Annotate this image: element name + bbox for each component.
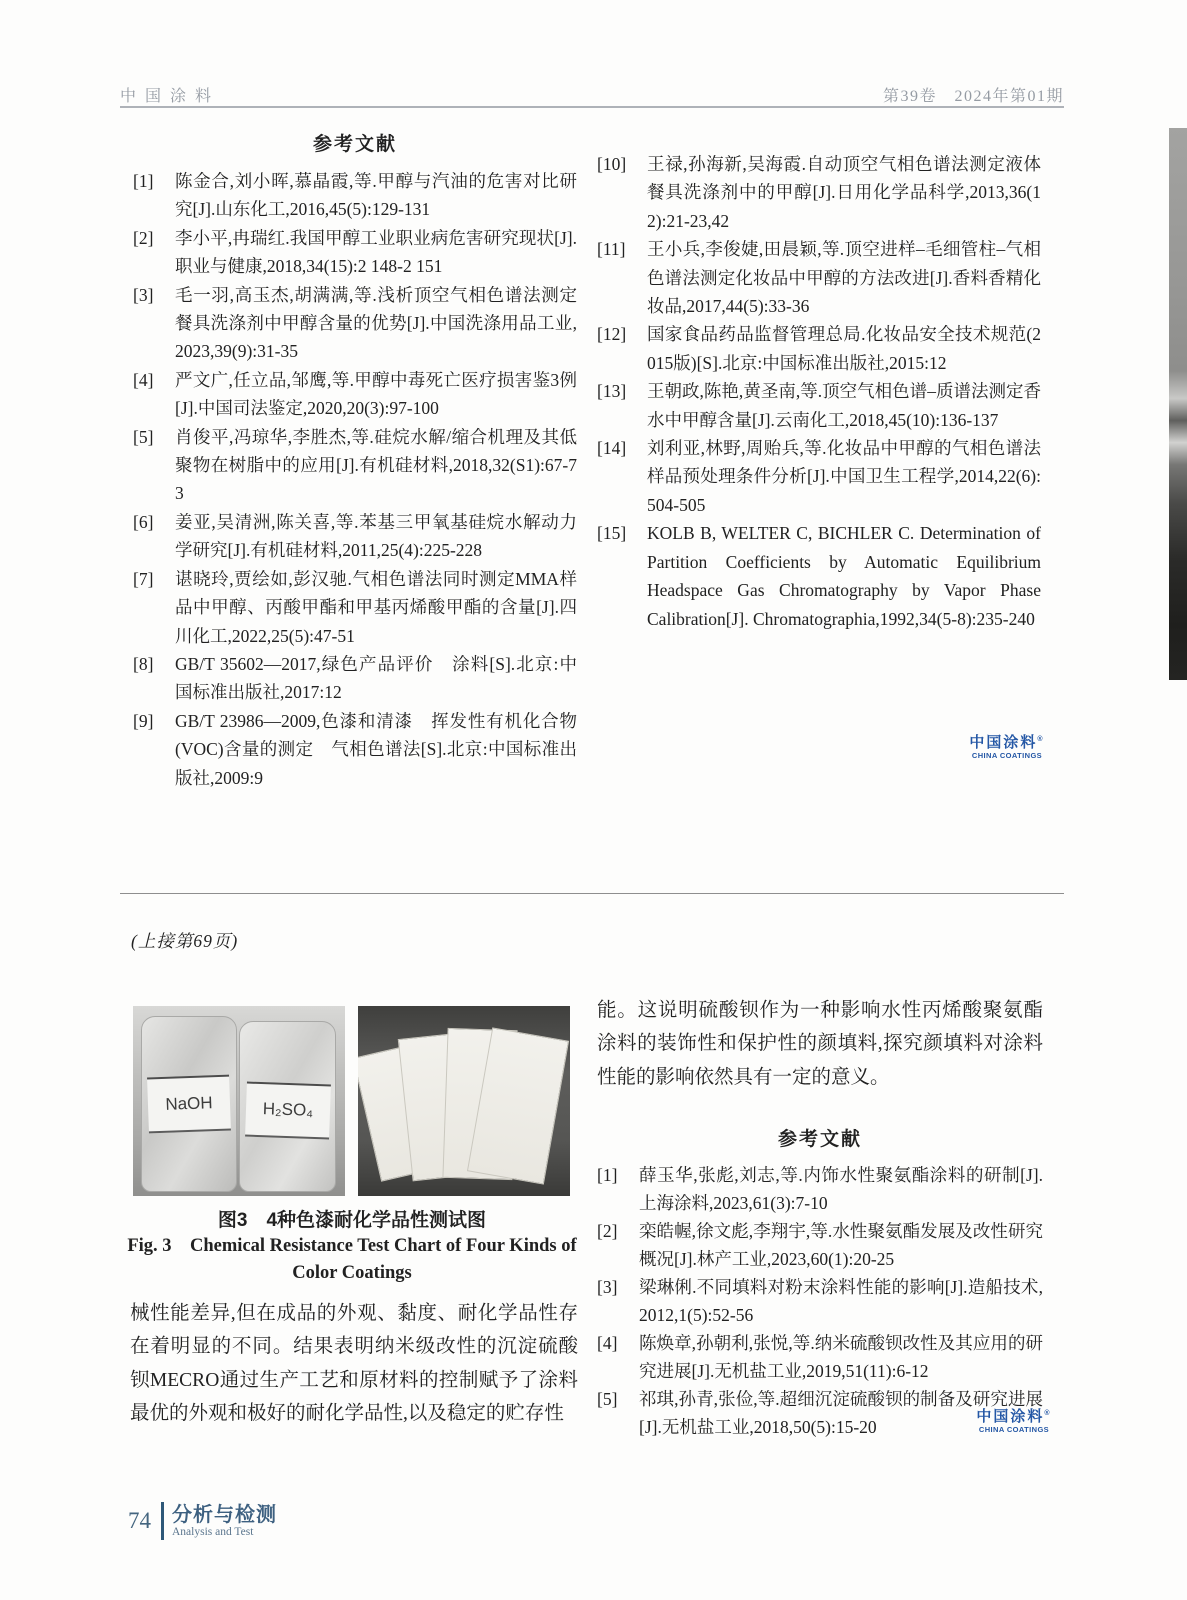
china-coatings-logo (975, 1406, 1053, 1434)
reference-number: [14] (597, 438, 627, 459)
reference-number: [12] (597, 324, 627, 345)
continuation-note: (上接第69页) (131, 931, 239, 951)
reference-text: KOLB B, WELTER C, BICHLER C. Determination of Partition Coefficients by Automatic Equilibrium Headspace Gas Chromatography by Vapor Phase Calibration[J]. Chromatographia,1992,34(5-8):235-240 (647, 523, 1041, 629)
reference-number: [11] (597, 239, 626, 260)
photo-chemical-bottles (133, 1006, 345, 1196)
reference-number: [4] (133, 369, 154, 390)
bottle-naoh (141, 1016, 236, 1193)
reference-item (133, 707, 577, 792)
reference-item (133, 167, 577, 224)
body-paragraph-left: 械性能差异,但在成品的外观、黏度、耐化学品性存在着明显的不同。结果表明纳米级改性的沉淀硫酸钡MECRO通过生产工艺和原材料的控制赋予了涂料最优的外观和极好的耐化学品性,以及稳定的贮存性 (130, 1303, 578, 1425)
reference-text: 陈金合,刘小晖,慕晶霞,等.甲醇与汽油的危害对比研究[J].山东化工,2016,45(5):129-131 (175, 171, 577, 220)
figure-caption-cn: 图3 4种色漆耐化学品性测试图 (217, 1210, 487, 1231)
bottle-label-h2so4: H₂SO₄ (245, 1082, 331, 1140)
reference-text: 栾皓幄,徐文彪,李翔宇,等.水性聚氨酯发展及改性研究概况[J].林产工业,2023,60(1):20-25 (639, 1221, 1043, 1270)
reference-item (133, 366, 577, 423)
references-bottom (597, 1125, 1043, 1441)
reference-item (597, 320, 1041, 377)
footer-divider-bar (161, 1502, 164, 1540)
figure-caption-en-line2: Color Coatings (292, 1263, 412, 1283)
scan-edge-artifact (1169, 128, 1187, 680)
reference-number: [5] (597, 1389, 618, 1410)
logo-text-en: CHINA COATINGS (978, 1425, 1050, 1434)
references-column-left (133, 130, 577, 792)
figure-caption-en (123, 1233, 581, 1287)
reference-item (597, 1217, 1043, 1273)
reference-text: 薛玉华,张彪,刘志,等.内饰水性聚氨酯涂料的研制[J].上海涂料,2023,61(3):7-10 (639, 1165, 1043, 1214)
reference-item (133, 224, 577, 281)
figure-caption-en-line1: Fig. 3 Chemical Resistance Test Chart of Four Kinds of (127, 1236, 577, 1256)
china-coatings-logo (968, 732, 1046, 760)
reference-text: 王朝政,陈艳,黄圣南,等.顶空气相色谱–质谱法测定香水中甲醇含量[J].云南化工,2018,45(10):136-137 (647, 381, 1041, 430)
reference-number: [6] (133, 511, 154, 532)
photo-test-panels (358, 1006, 570, 1196)
references-column-right (597, 150, 1041, 633)
reference-number: [5] (133, 426, 154, 447)
reference-item (597, 150, 1041, 235)
reference-number: [3] (133, 284, 154, 305)
journal-name: 中国涂料 (120, 88, 221, 105)
bottle-label-naoh: NaOH (147, 1075, 231, 1134)
reference-text: 严文广,任立品,邹鹰,等.甲醇中毒死亡医疗损害鉴3例[J].中国司法鉴定,2020,20(3):97-100 (175, 369, 577, 419)
reference-item (597, 377, 1041, 434)
reference-text: 谌晓玲,贾绘如,彭汉驰.气相色谱法同时测定MMA样品中甲醇、丙酸甲酯和甲基丙烯酸甲酯的含量[J].四川化工,2022,25(5):47-51 (175, 568, 577, 646)
reference-item (597, 235, 1041, 320)
logo-text-cn: 中国涂料® (969, 734, 1045, 751)
reference-text: 王禄,孙海新,吴海霞.自动顶空气相色谱法测定液体餐具洗涤剂中的甲醇[J].日用化学品科学,2013,36(12):21-23,42 (647, 154, 1041, 231)
reference-item (133, 508, 577, 565)
reference-text: 毛一羽,高玉杰,胡满满,等.浅析顶空气相色谱法测定餐具洗涤剂中甲醇含量的优势[J].中国洗涤用品工业,2023,39(9):31-35 (175, 284, 577, 362)
reference-number: [1] (597, 1165, 618, 1186)
footer-section-cn: 分析与检测 (172, 1503, 277, 1526)
section-divider (120, 893, 1064, 894)
footer-section (172, 1504, 277, 1539)
reference-number: [13] (597, 381, 627, 402)
reference-number: [2] (133, 227, 154, 248)
registered-mark: ® (1044, 1410, 1052, 1417)
reference-item (597, 434, 1041, 519)
reference-item (133, 565, 577, 650)
reference-number: [2] (597, 1221, 618, 1242)
page-footer (128, 1502, 277, 1540)
reference-text: GB/T 23986—2009,色漆和清漆 挥发性有机化合物(VOC)含量的测定 气相色谱法[S].北京:中国标准出版社,2009:9 (175, 710, 577, 788)
reference-item (597, 1329, 1043, 1385)
reference-item (597, 1273, 1043, 1329)
bottle-h2so4 (239, 1021, 336, 1192)
reference-number: [4] (597, 1333, 618, 1354)
registered-mark: ® (1037, 736, 1045, 743)
reference-item (133, 423, 577, 508)
reference-number: [7] (133, 568, 154, 589)
reference-number: [15] (597, 523, 627, 544)
page-number: 74 (128, 1508, 151, 1533)
page-header (120, 84, 1064, 108)
reference-text: 肖俊平,冯琼华,李胜杰,等.硅烷水解/缩合机理及其低聚物在树脂中的应用[J].有机硅材料,2018,32(S1):67-73 (175, 426, 577, 504)
reference-item (133, 650, 577, 707)
issue-info: 第39卷 2024年第01期 (882, 88, 1064, 105)
reference-number: [8] (133, 653, 154, 674)
reference-item (133, 281, 577, 366)
reference-item (597, 1161, 1043, 1217)
reference-text: 梁琳俐.不同填料对粉末涂料性能的影响[J].造船技术,2012,1(5):52-56 (639, 1277, 1043, 1326)
reference-text: 国家食品药品监督管理总局.化妆品安全技术规范(2015版)[S].北京:中国标准出版社,2015:12 (647, 324, 1041, 373)
bottom-right-column (597, 994, 1043, 1441)
reference-text: 李小平,冉瑞红.我国甲醇工业职业病危害研究现状[J].职业与健康,2018,34(15):2 148-2 151 (175, 227, 577, 277)
reference-text: 祁琪,孙青,张俭,等.超细沉淀硫酸钡的制备及研究进展[J].无机盐工业,2018,50(5):15-20 (639, 1389, 1043, 1438)
references-title: 参考文献 (312, 134, 397, 155)
reference-text: GB/T 35602—2017,绿色产品评价 涂料[S].北京:中国标准出版社,2017:12 (175, 653, 577, 703)
reference-number: [1] (133, 171, 154, 191)
reference-text: 姜亚,吴清洲,陈关喜,等.苯基三甲氧基硅烷水解动力学研究[J].有机硅材料,2011,25(4):225-228 (175, 511, 577, 561)
reference-item (597, 519, 1041, 633)
logo-text-cn: 中国涂料® (976, 1408, 1052, 1425)
figure-photos (133, 1006, 571, 1196)
body-paragraph-right: 能。这说明硫酸钡作为一种影响水性丙烯酸聚氨酯涂料的装饰性和保护性的颜填料,探究颜填料对涂料性能的影响依然具有一定的意义。 (597, 1000, 1043, 1088)
reference-text: 王小兵,李俊婕,田晨颖,等.顶空进样–毛细管柱–气相色谱法测定化妆品中甲醇的方法改进[J].香料香精化妆品,2017,44(5):33-36 (647, 239, 1041, 317)
reference-text: 刘利亚,林野,周贻兵,等.化妆品中甲醇的气相色谱法样品预处理条件分析[J].中国卫生工程学,2014,22(6):504-505 (647, 438, 1041, 515)
reference-number: [10] (597, 154, 627, 174)
references-title: 参考文献 (777, 1129, 862, 1151)
reference-number: [3] (597, 1277, 618, 1298)
reference-number: [9] (133, 710, 154, 731)
reference-text: 陈焕章,孙朝利,张悦,等.纳米硫酸钡改性及其应用的研究进展[J].无机盐工业,2019,51(11):6-12 (639, 1333, 1043, 1382)
logo-text-en: CHINA COATINGS (971, 751, 1043, 760)
footer-section-en: Analysis and Test (172, 1525, 254, 1538)
